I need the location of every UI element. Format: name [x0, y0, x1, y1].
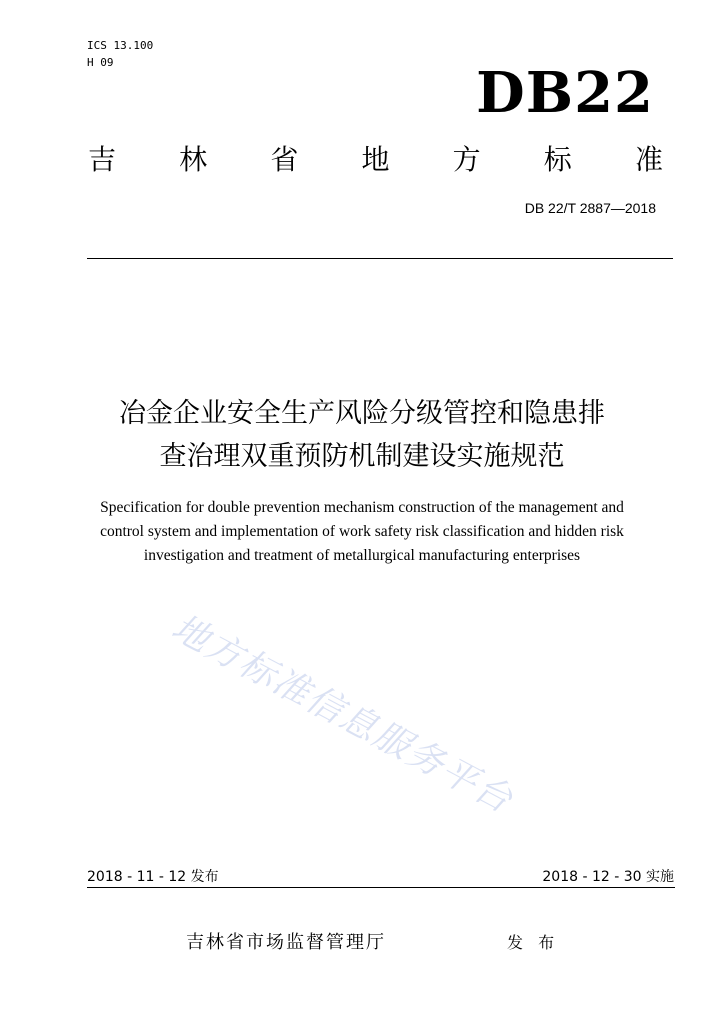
implementation-date: 2018 - 12 - 30 实施: [542, 869, 674, 885]
standard-type-char: 准: [634, 143, 663, 176]
watermark: 地方标准信息服务平台: [164, 607, 520, 822]
standard-number: DB 22/T 2887—2018: [524, 200, 656, 216]
standard-type-char: 地: [361, 143, 390, 176]
standard-prefix: DB22: [476, 60, 654, 126]
chinese-title-line: 查治理双重预防机制建设实施规范: [159, 441, 565, 472]
header-divider: [87, 258, 673, 259]
standard-type-char: 省: [270, 143, 299, 176]
standard-type-char: 吉: [88, 143, 117, 176]
standard-type-title: [88, 140, 663, 180]
english-title-line: Specification for double prevention mechanism construction of the management and: [100, 499, 624, 516]
standard-type-char: 标: [543, 143, 572, 176]
issue-label: 发 布: [507, 933, 560, 952]
issuing-authority: 吉林省市场监督管理厅: [186, 932, 386, 953]
issue-date: 2018 - 11 - 12 发布: [87, 869, 219, 885]
english-title: [40, 496, 684, 568]
chinese-title: [40, 392, 684, 478]
classification-codes: [87, 37, 153, 71]
standard-type-char: 林: [179, 143, 208, 176]
chinese-title-line: 冶金企业安全生产风险分级管控和隐患排: [119, 398, 605, 429]
standard-type-char: 方: [452, 143, 481, 176]
english-title-line: investigation and treatment of metallurgical manufacturing enterprises: [143, 547, 581, 564]
ics-code: ICS 13.100: [87, 39, 154, 52]
footer-divider: [87, 887, 675, 888]
ccs-code: H 09: [87, 56, 114, 69]
english-title-line: control system and implementation of work safety risk classification and hidden risk: [100, 523, 624, 540]
